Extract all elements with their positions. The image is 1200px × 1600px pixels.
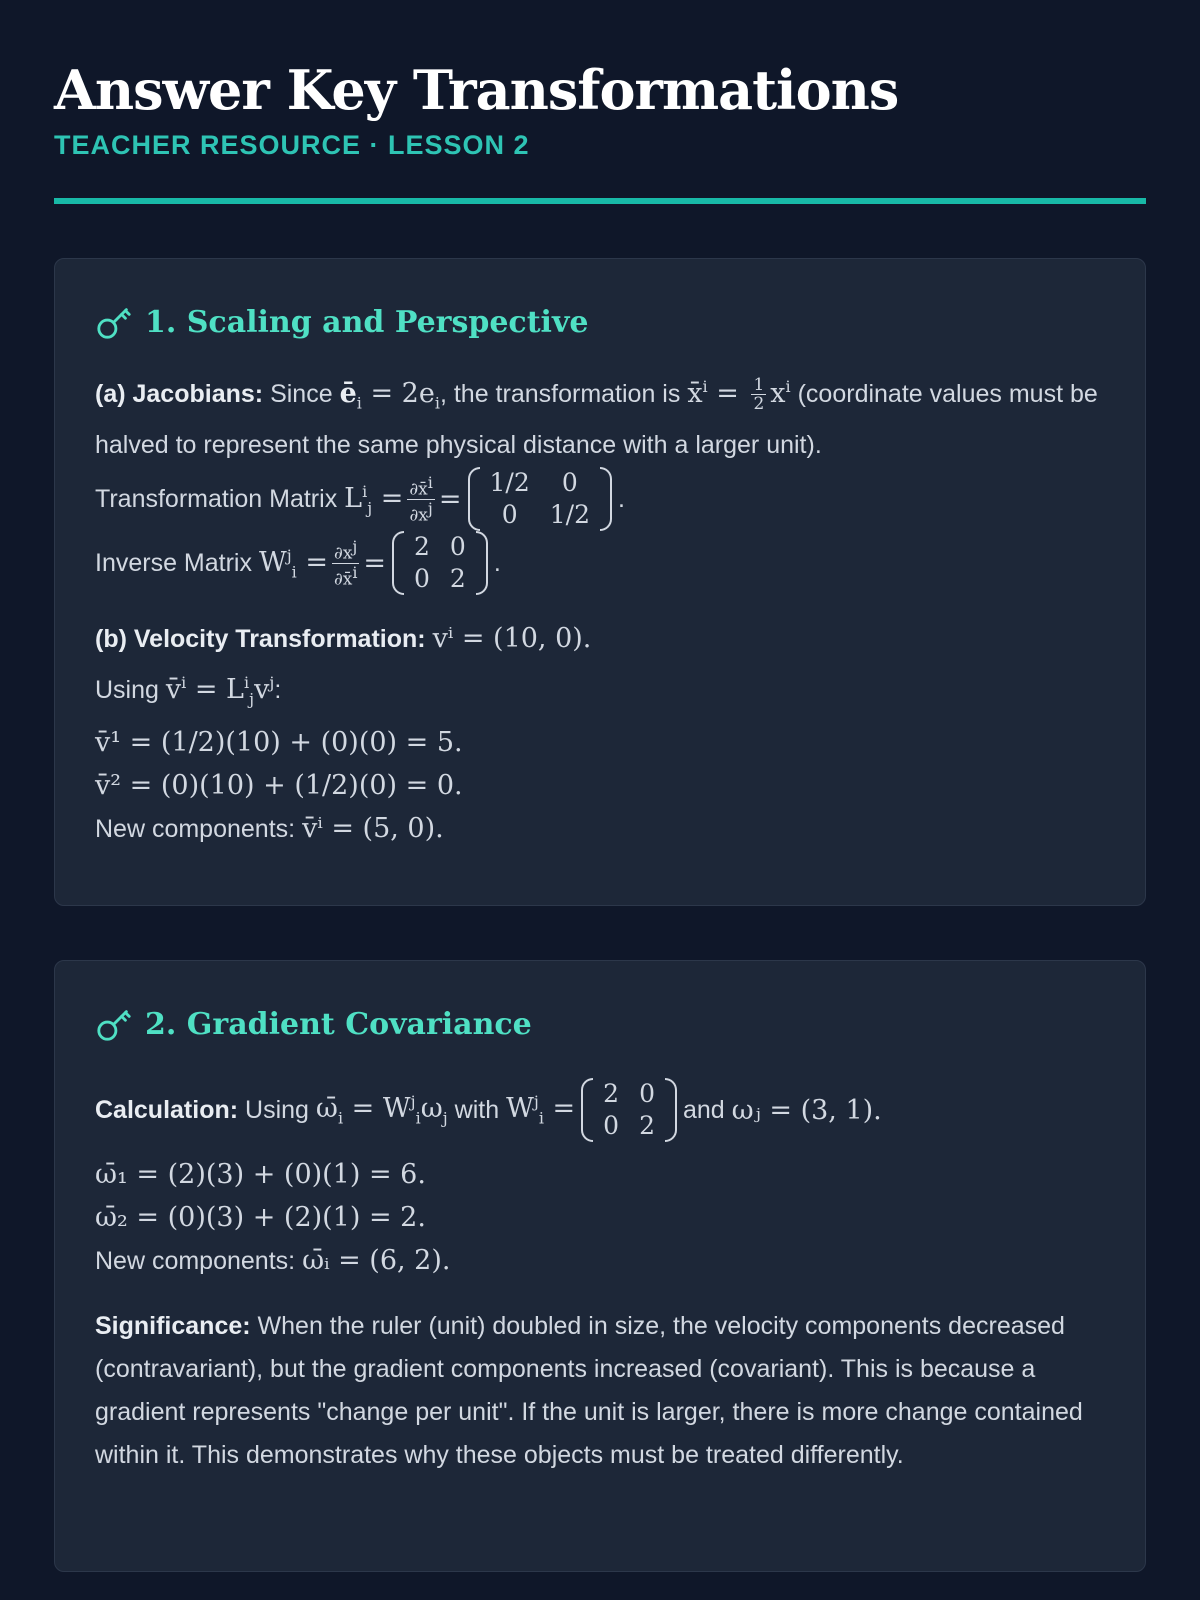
partial-fraction: $\frac{\partial x̄^i}{\partial x^j}$	[409, 473, 433, 526]
new-components-line	[95, 807, 1105, 851]
part-a-paragraph	[95, 365, 1105, 467]
significance-text: When the ruler (unit) doubled in size, the velocity components decreased (contravariant), but the gradient components increased (covariant). This is because a gradient represents "change per unit". If the unit is larger, there is more change contained within it. This demonstrates why these objects must be treated differently.	[95, 1312, 1083, 1469]
matrix-cell: 2	[603, 1079, 620, 1108]
omega-given: ωⱼ = (3, 1).	[731, 1094, 882, 1126]
matrix-cell: 2	[414, 532, 430, 562]
calc-and: and	[682, 1095, 725, 1124]
part-a-text-4: must be halved to represent the same physical distance with a larger unit).	[95, 380, 1098, 460]
new-components-line	[95, 1239, 1105, 1283]
matrix-cell: 1/2	[549, 500, 590, 530]
part-a-label: (a) Jacobians:	[95, 380, 264, 408]
inverse-lhs: $W^j_i$ =	[506, 1092, 576, 1128]
matrix-cell: 0	[561, 468, 578, 498]
new-components-label: New components:	[95, 814, 296, 843]
matrix-cell: 0	[501, 500, 518, 530]
basis-bar: ē	[339, 378, 357, 409]
new-components-value: v̄ⁱ = (5, 0).	[302, 812, 444, 844]
new-components-value: ω̄ᵢ = (6, 2).	[302, 1245, 451, 1276]
section-header	[95, 1005, 1105, 1043]
gradient-equation-1: ω̄₁ = (2)(3) + (0)(1) = 6.	[95, 1159, 426, 1190]
equals-sign: =	[438, 483, 462, 515]
matrix-cell: 0	[449, 532, 466, 562]
basis-rhs: = 2e	[370, 378, 435, 409]
calc-with: with	[454, 1095, 500, 1124]
page-title: Answer Key Transformations	[54, 58, 899, 122]
gradient-equation-2: ω̄₂ = (0)(3) + (2)(1) = 2.	[95, 1202, 426, 1233]
matrix-cell: 2	[449, 564, 466, 594]
header-divider	[54, 198, 1146, 204]
significance-label: Significance:	[95, 1312, 251, 1340]
half-fraction: $\frac{1}{2}$	[753, 375, 765, 414]
transform-lhs: $L^i_j$ =	[344, 481, 404, 518]
inverse-lhs: $W^j_i$ =	[258, 545, 329, 582]
section-header	[95, 303, 1105, 341]
significance-paragraph	[95, 1305, 1105, 1477]
transformation-matrix-line: Transformation Matrix $L^i_j$ = $\frac{\partial x̄^i}{\partial x^j}$ = 1/2 0 0 1/2 .	[95, 468, 625, 530]
section-card-gradient	[54, 960, 1146, 1572]
velocity-given: vⁱ = (10, 0).	[432, 623, 592, 655]
velocity-equation-1: v̄¹ = (1/2)(10) + (0)(0) = 5.	[95, 726, 463, 758]
transform-label: Transformation Matrix	[95, 484, 338, 513]
part-a-text-3: (coordinate values	[797, 380, 1002, 408]
using-equation: v̄$^i$ = $L^i_jv^j$	[165, 673, 275, 709]
matrix-cell: 0	[639, 1079, 655, 1108]
partial-fraction: $\frac{\partial x^j}{\partial x̄^i}$	[333, 537, 358, 590]
part-b-heading	[95, 617, 1105, 661]
part-a-text-2: , the transformation is	[439, 380, 681, 408]
matrix-cell: 0	[414, 564, 430, 594]
calc-using: Using	[245, 1095, 309, 1124]
inverse-matrix	[581, 1078, 677, 1142]
section-card-scaling	[54, 258, 1146, 906]
inverse-matrix	[392, 531, 488, 595]
page-subtitle: TEACHER RESOURCE · LESSON 2	[54, 130, 530, 160]
using-line: Using v̄$^i$ = $L^i_jv^j$:	[95, 673, 282, 709]
calculation-line	[95, 1067, 1105, 1153]
part-a-text: Since	[270, 380, 333, 408]
equals-sign: =	[363, 547, 386, 579]
key-icon	[95, 303, 133, 341]
matrix-cell: 1/2	[489, 468, 530, 498]
matrix-cell: 0	[603, 1111, 620, 1140]
key-icon	[95, 1005, 133, 1043]
inverse-label: Inverse Matrix	[95, 548, 252, 577]
velocity-equation-2: v̄² = (0)(10) + (1/2)(0) = 0.	[95, 769, 463, 801]
section-title: 2. Gradient Covariance	[145, 1006, 532, 1042]
transform-equation: x̄$^i$ = $\frac{1}{2}$ $x^i$	[687, 375, 791, 414]
inverse-matrix-line: Inverse Matrix $W^j_i$ = $\frac{\partial x^j}{\partial x̄^i}$ = 2 0 0 2 .	[95, 532, 501, 594]
matrix-cell: 2	[639, 1111, 655, 1140]
new-components-label: New components:	[95, 1247, 296, 1275]
calculation-label: Calculation:	[95, 1095, 239, 1124]
part-b-label: (b) Velocity Transformation:	[95, 625, 426, 654]
section-title: 1. Scaling and Perspective	[145, 304, 589, 340]
transformation-matrix	[468, 467, 612, 531]
basis-equation: $ē_i = 2e_i$	[339, 378, 440, 413]
covector-equation: $\omegā_i = W^j_i\omega_j$	[315, 1092, 448, 1128]
using-label: Using	[95, 676, 159, 705]
